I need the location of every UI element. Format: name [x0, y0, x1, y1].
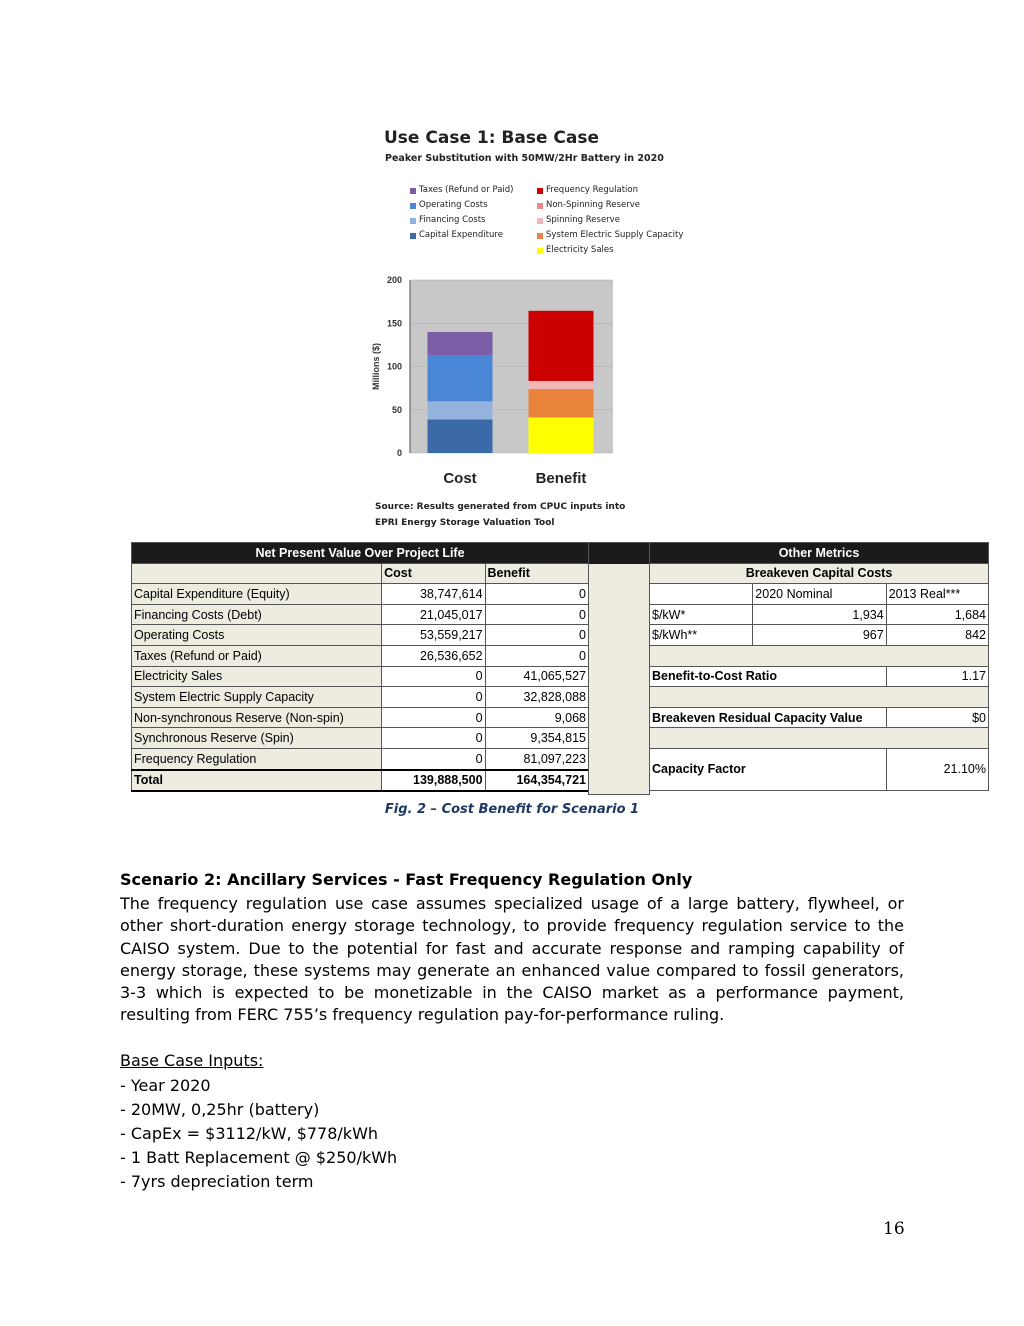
bcr-value: 1.17 [886, 666, 988, 687]
bar-segment [428, 332, 493, 355]
y-axis-label: Millions ($) [371, 343, 381, 390]
y-tick-label: 150 [386, 318, 402, 329]
residual-value: $0 [886, 707, 988, 728]
legend-item [537, 243, 683, 258]
bcr-label: Benefit-to-Cost Ratio [650, 666, 887, 687]
cost-value: 26,536,652 [382, 645, 485, 666]
row-label: Frequency Regulation [132, 748, 382, 769]
legend-label: Taxes (Refund or Paid) [419, 185, 514, 195]
benefit-value: 0 [485, 625, 588, 646]
chart-subtitle: Peaker Substitution with 50MW/2Hr Battery in 2020 [385, 153, 664, 164]
total-cost: 139,888,500 [382, 770, 485, 792]
list-item: - 20MW, 0,25hr (battery) [120, 1100, 320, 1119]
row-label: Electricity Sales [132, 666, 382, 687]
legend-swatch [537, 248, 543, 254]
npv-table [131, 542, 589, 792]
legend-item [537, 198, 683, 213]
blank-row [650, 687, 989, 708]
legend-item [537, 228, 683, 243]
chart-source-line: Source: Results generated from CPUC inputs into [375, 502, 626, 512]
legend-item [410, 228, 513, 243]
bar-segment [529, 417, 594, 453]
list-item: - 1 Batt Replacement @ $250/kWh [120, 1148, 398, 1167]
residual-label: Breakeven Residual Capacity Value [650, 707, 887, 728]
inputs-heading: Base Case Inputs: [120, 1051, 264, 1070]
legend-label: Non-Spinning Reserve [546, 200, 640, 210]
npv-header-benefit: Benefit [485, 563, 588, 584]
benefit-value: 0 [485, 645, 588, 666]
table-row [132, 687, 589, 708]
metrics-header-nominal: 2020 Nominal [753, 584, 886, 605]
legend-left [410, 183, 513, 243]
section-heading: Scenario 2: Ancillary Services - Fast Frequency Regulation Only [120, 870, 693, 889]
page-number: 16 [883, 1219, 905, 1239]
blank-cell [650, 645, 989, 666]
benefit-value: 0 [485, 604, 588, 625]
legend-right [537, 183, 683, 258]
benefit-value: 32,828,088 [485, 687, 588, 708]
chart-title: Use Case 1: Base Case [384, 128, 600, 148]
metric-label: $/kW* [650, 604, 753, 625]
table-row [132, 604, 589, 625]
row-label: System Electric Supply Capacity [132, 687, 382, 708]
bar-segment [529, 311, 594, 381]
chart-figure [368, 120, 694, 532]
row-label: Operating Costs [132, 625, 382, 646]
metrics-header-real: 2013 Real*** [886, 584, 988, 605]
benefit-value: 9,354,815 [485, 728, 588, 749]
table-row [132, 748, 589, 769]
blank-row [650, 645, 989, 666]
benefit-value: 81,097,223 [485, 748, 588, 769]
npv-table-title: Net Present Value Over Project Life [132, 543, 589, 564]
total-label: Total [132, 770, 382, 792]
cost-value: 0 [382, 666, 485, 687]
list-item: - Year 2020 [120, 1076, 211, 1095]
table-row [650, 707, 989, 728]
y-tick-label: 50 [391, 404, 402, 415]
legend-item [537, 213, 683, 228]
blank-row [650, 728, 989, 749]
y-tick-label: 0 [396, 448, 402, 458]
legend-swatch [537, 233, 543, 239]
cost-value: 53,559,217 [382, 625, 485, 646]
row-label: Capital Expenditure (Equity) [132, 584, 382, 605]
table-row [650, 625, 989, 646]
blank-cell [650, 687, 989, 708]
legend-label: Electricity Sales [546, 245, 614, 255]
breakeven-title: Breakeven Capital Costs [650, 563, 989, 584]
table-row [132, 645, 589, 666]
legend-label: Financing Costs [419, 215, 486, 225]
blank-cell [650, 728, 989, 749]
cost-value: 38,747,614 [382, 584, 485, 605]
x-category-label: Benefit [535, 470, 587, 487]
cf-value: 21.10% [886, 748, 988, 790]
real-value: 1,684 [886, 604, 988, 625]
legend-item [410, 183, 513, 198]
metrics-table [649, 542, 989, 791]
real-value: 842 [886, 625, 988, 646]
row-label: Taxes (Refund or Paid) [132, 645, 382, 666]
total-row [132, 770, 589, 792]
figure-caption: Fig. 2 – Cost Benefit for Scenario 1 [384, 802, 640, 817]
bar-segment [428, 355, 493, 401]
row-label: Synchronous Reserve (Spin) [132, 728, 382, 749]
legend-label: Frequency Regulation [546, 185, 639, 195]
cost-value: 0 [382, 687, 485, 708]
table-row [132, 625, 589, 646]
y-tick-label: 200 [386, 275, 402, 285]
bar-segment [529, 389, 594, 417]
y-tick-label: 100 [386, 361, 402, 372]
chart-source-line: EPRI Energy Storage Valuation Tool [375, 518, 555, 528]
inputs-list [120, 1074, 397, 1194]
cost-value: 0 [382, 728, 485, 749]
benefit-value: 41,065,527 [485, 666, 588, 687]
row-label: Financing Costs (Debt) [132, 604, 382, 625]
nominal-value: 1,934 [753, 604, 886, 625]
bar-segment [428, 420, 493, 453]
section-paragraph: The frequency regulation use case assumes specialized usage of a large battery, flywheel, or other short-duration energy storage technology, to provide frequency regulation service to the CAISO system. Due to the potential for fast and accurate response and ramping capability of energy storage, these systems may generate an enhanced value compared to fossil generators, 3-3 which is expected to be monetizable in the CAISO market as a performance payment, resulting from FERC 755’s frequency regulation pay-for-performance ruling. [120, 894, 904, 1025]
cost-value: 0 [382, 748, 485, 769]
benefit-value: 9,068 [485, 707, 588, 728]
stacked-bar-chart [368, 270, 694, 495]
table-row [132, 707, 589, 728]
row-label: Non-synchronous Reserve (Non-spin) [132, 707, 382, 728]
table-row [132, 728, 589, 749]
legend-swatch [537, 188, 543, 194]
legend-item [537, 183, 683, 198]
legend-label: Spinning Reserve [546, 215, 620, 225]
legend-swatch [410, 188, 416, 194]
cost-value: 21,045,017 [382, 604, 485, 625]
bar-segment [428, 401, 493, 419]
chart-source [375, 499, 625, 531]
legend-swatch [537, 203, 543, 209]
legend-swatch [410, 218, 416, 224]
table-row [132, 584, 589, 605]
npv-header-blank [132, 563, 382, 584]
table-spacer-column [588, 542, 650, 795]
nominal-value: 967 [753, 625, 886, 646]
table-row [650, 604, 989, 625]
npv-header-cost: Cost [382, 563, 485, 584]
x-category-label: Cost [443, 470, 477, 487]
legend-label: System Electric Supply Capacity [546, 230, 684, 240]
benefit-value: 0 [485, 584, 588, 605]
bar-segment [529, 381, 594, 389]
legend-item [410, 198, 513, 213]
list-item: - CapEx = $3112/kW, $778/kWh [120, 1124, 379, 1143]
legend-label: Capital Expenditure [419, 230, 503, 240]
legend-label: Operating Costs [419, 200, 488, 210]
table-row [132, 666, 589, 687]
total-benefit: 164,354,721 [485, 770, 588, 792]
legend-swatch [410, 233, 416, 239]
cost-value: 0 [382, 707, 485, 728]
metrics-table-title: Other Metrics [650, 543, 989, 564]
legend-item [410, 213, 513, 228]
table-row [650, 748, 989, 790]
table-row [650, 666, 989, 687]
metric-label: $/kWh** [650, 625, 753, 646]
list-item: - 7yrs depreciation term [120, 1172, 314, 1191]
metrics-header-blank [650, 584, 753, 605]
cf-label: Capacity Factor [650, 748, 887, 790]
legend-swatch [410, 203, 416, 209]
legend-swatch [537, 218, 543, 224]
